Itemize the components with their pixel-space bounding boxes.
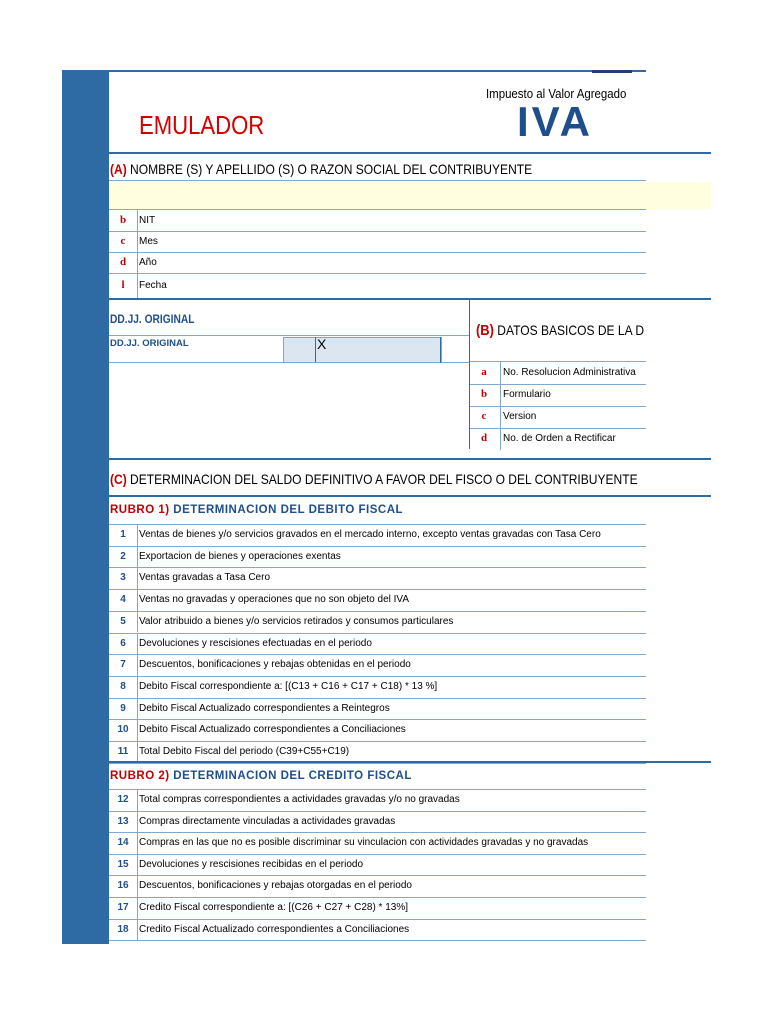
rubro-2-key: RUBRO 2) bbox=[110, 770, 170, 782]
row-key: a bbox=[481, 366, 487, 378]
row-label: Formulario bbox=[503, 389, 551, 400]
divider-vertical bbox=[315, 337, 316, 363]
divider-vertical bbox=[137, 567, 138, 589]
section-divider bbox=[109, 298, 711, 300]
taxpayer-name-field[interactable] bbox=[109, 182, 711, 209]
form-row-mes[interactable] bbox=[109, 231, 646, 252]
section-divider bbox=[109, 495, 711, 497]
row-label: Ventas no gravadas y operaciones que no son objeto del IVA bbox=[139, 594, 410, 606]
table-row[interactable] bbox=[109, 741, 646, 763]
divider-vertical bbox=[137, 719, 138, 741]
section-divider bbox=[109, 761, 711, 763]
divider-vertical bbox=[137, 789, 138, 811]
row-number: 14 bbox=[117, 837, 129, 849]
divider-vertical bbox=[137, 897, 138, 919]
row-number: 6 bbox=[120, 637, 126, 649]
row-number: 17 bbox=[117, 902, 129, 913]
row-label: No. de Orden a Rectificar bbox=[503, 433, 616, 444]
row-label: Descuentos, bonificaciones y rebajas otorgadas en el periodo bbox=[139, 880, 412, 892]
section-a-title: NOMBRE (S) Y APELLIDO (S) O RAZON SOCIAL DEL CONTRIBUYENTE bbox=[130, 161, 533, 177]
table-row[interactable] bbox=[109, 654, 646, 676]
ddjj-heading: DD.JJ. ORIGINAL bbox=[110, 312, 195, 326]
divider-vertical bbox=[137, 210, 138, 231]
rubro-1-heading bbox=[110, 504, 403, 516]
table-row[interactable] bbox=[109, 611, 646, 633]
table-row[interactable] bbox=[109, 832, 646, 854]
row-number: 4 bbox=[120, 594, 126, 606]
divider-vertical bbox=[500, 362, 501, 384]
table-row[interactable] bbox=[109, 854, 646, 876]
table-row[interactable] bbox=[109, 789, 646, 811]
tax-name: Impuesto al Valor Agregado bbox=[486, 86, 627, 101]
row-number: 10 bbox=[117, 724, 129, 736]
row-label: Valor atribuido a bienes y/o servicios retirados y consumos particulares bbox=[139, 615, 454, 627]
form-row-b[interactable] bbox=[470, 428, 646, 450]
sidebar-strip bbox=[37, 70, 109, 990]
divider-vertical bbox=[500, 428, 501, 450]
table-row[interactable] bbox=[109, 589, 646, 611]
row-key: b bbox=[119, 214, 127, 226]
divider-vertical bbox=[137, 589, 138, 611]
table-row[interactable] bbox=[109, 875, 646, 897]
row-label: Descuentos, bonificaciones y rebajas obtenidas en el periodo bbox=[139, 659, 411, 671]
row-number: 16 bbox=[117, 880, 129, 892]
divider-vertical bbox=[500, 406, 501, 428]
row-label: Devoluciones y rescisiones recibidas en el periodo bbox=[139, 858, 364, 870]
divider-vertical bbox=[137, 854, 138, 876]
row-number: 5 bbox=[120, 615, 126, 627]
table-row[interactable] bbox=[109, 811, 646, 833]
section-b-letter: (B) bbox=[476, 322, 494, 339]
row-label: Version bbox=[503, 411, 537, 422]
header-divider bbox=[109, 152, 711, 154]
form-row-b[interactable] bbox=[470, 362, 646, 384]
section-c-letter: (C) bbox=[110, 471, 127, 487]
ddjj-original-field[interactable] bbox=[283, 337, 442, 363]
ddjj-original-value: X bbox=[317, 336, 327, 352]
divider bbox=[109, 940, 646, 941]
row-number: 15 bbox=[117, 858, 129, 870]
section-a-heading bbox=[110, 161, 532, 177]
tax-code: IVA bbox=[517, 98, 593, 145]
divider-vertical bbox=[137, 698, 138, 720]
rubro-2-heading bbox=[110, 770, 412, 782]
row-key: l bbox=[121, 279, 125, 291]
table-row[interactable] bbox=[109, 524, 646, 546]
row-label: Devoluciones y rescisiones efectuadas en el periodo bbox=[139, 637, 372, 649]
divider-vertical bbox=[137, 654, 138, 676]
divider-vertical bbox=[137, 546, 138, 568]
row-number: 7 bbox=[120, 659, 126, 671]
row-label: Total compras correspondientes a actividades gravadas y/o no gravadas bbox=[139, 794, 460, 805]
rubro-1-key: RUBRO 1) bbox=[110, 504, 170, 516]
divider-vertical bbox=[137, 919, 138, 941]
row-key: c bbox=[481, 410, 487, 422]
table-row[interactable] bbox=[109, 719, 646, 741]
corner-accent bbox=[592, 70, 632, 73]
section-b-heading bbox=[476, 322, 644, 339]
section-c-heading bbox=[110, 471, 638, 487]
row-label: Año bbox=[139, 257, 157, 268]
form-row-nit[interactable] bbox=[109, 210, 646, 231]
row-label: Credito Fiscal Actualizado correspondientes a Conciliaciones bbox=[139, 923, 410, 935]
form-row-año[interactable] bbox=[109, 252, 646, 273]
divider-vertical bbox=[500, 384, 501, 406]
row-label: Total Debito Fiscal del periodo (C39+C55+C19) bbox=[139, 746, 350, 757]
row-number: 12 bbox=[117, 794, 129, 805]
row-key: d bbox=[119, 256, 127, 268]
row-label: Debito Fiscal correspondiente a: [(C13 + C16 + C17 + C18) * 13 %] bbox=[139, 680, 438, 692]
divider-vertical bbox=[137, 252, 138, 273]
table-row[interactable] bbox=[109, 567, 646, 589]
row-label: Debito Fiscal Actualizado correspondientes a Conciliaciones bbox=[139, 724, 406, 736]
section-divider bbox=[109, 458, 711, 460]
row-label: Mes bbox=[139, 236, 158, 247]
row-label: Ventas de bienes y/o servicios gravados en el mercado interno, excepto ventas gravadas con Tasa Cero bbox=[139, 529, 601, 540]
divider-vertical bbox=[440, 337, 441, 363]
row-number: 2 bbox=[120, 550, 126, 562]
row-label: Credito Fiscal correspondiente a: [(C26 + C27 + C28) * 13%] bbox=[139, 902, 409, 913]
row-number: 1 bbox=[120, 529, 126, 540]
divider bbox=[109, 335, 469, 336]
row-label: Debito Fiscal Actualizado correspondientes a Reintegros bbox=[139, 702, 390, 714]
divider-vertical bbox=[137, 231, 138, 252]
section-b-title: DATOS BASICOS DE LA D bbox=[497, 322, 645, 338]
row-key: b bbox=[480, 388, 488, 400]
row-number: 11 bbox=[117, 746, 129, 757]
divider-vertical bbox=[137, 832, 138, 854]
rubro-2-title: DETERMINACION DEL CREDITO FISCAL bbox=[173, 770, 412, 782]
form-row-b[interactable] bbox=[470, 406, 646, 428]
row-label: Compras directamente vinculadas a actividades gravadas bbox=[139, 815, 396, 827]
table-row[interactable] bbox=[109, 897, 646, 919]
row-label: Exportacion de bienes y operaciones exentas bbox=[139, 550, 341, 562]
divider-vertical bbox=[137, 524, 138, 546]
form-top-border bbox=[109, 70, 646, 72]
divider bbox=[109, 362, 469, 363]
divider bbox=[109, 180, 646, 181]
divider-vertical bbox=[137, 676, 138, 698]
row-number: 3 bbox=[120, 572, 126, 584]
page-title: EMULADOR bbox=[139, 110, 265, 140]
divider-vertical bbox=[137, 611, 138, 633]
divider-vertical bbox=[137, 875, 138, 897]
divider-vertical bbox=[137, 811, 138, 833]
row-number: 8 bbox=[120, 680, 126, 692]
table-row[interactable] bbox=[109, 676, 646, 698]
divider-vertical bbox=[137, 741, 138, 763]
section-a-letter: (A) bbox=[110, 161, 127, 177]
table-row[interactable] bbox=[109, 633, 646, 655]
row-label: No. Resolucion Administrativa bbox=[503, 367, 636, 378]
section-c-title: DETERMINACION DEL SALDO DEFINITIVO A FAVOR DEL FISCO O DEL CONTRIBUYENTE bbox=[130, 471, 638, 487]
row-key: d bbox=[480, 432, 488, 444]
row-label: Ventas gravadas a Tasa Cero bbox=[139, 572, 271, 584]
row-key: c bbox=[120, 235, 126, 247]
ddjj-label: DD.JJ. ORIGINAL bbox=[110, 338, 189, 349]
divider-vertical bbox=[137, 633, 138, 655]
row-label: NIT bbox=[139, 215, 156, 226]
form-row-fecha[interactable] bbox=[109, 273, 646, 298]
table-row[interactable] bbox=[109, 919, 646, 941]
row-number: 18 bbox=[117, 923, 129, 935]
rubro-1-title: DETERMINACION DEL DEBITO FISCAL bbox=[173, 504, 404, 516]
sidebar-title: 5 - IVA bbox=[37, 887, 69, 990]
table-row[interactable] bbox=[109, 546, 646, 568]
row-number: 9 bbox=[120, 702, 126, 714]
row-label: Compras en las que no es posible discriminar su vinculacion con actividades gravadas y no gravadas bbox=[139, 837, 589, 849]
table-row[interactable] bbox=[109, 698, 646, 720]
row-label: Fecha bbox=[139, 280, 167, 291]
row-number: 13 bbox=[117, 815, 129, 827]
divider-vertical bbox=[137, 273, 138, 298]
form-row-b[interactable] bbox=[470, 384, 646, 406]
